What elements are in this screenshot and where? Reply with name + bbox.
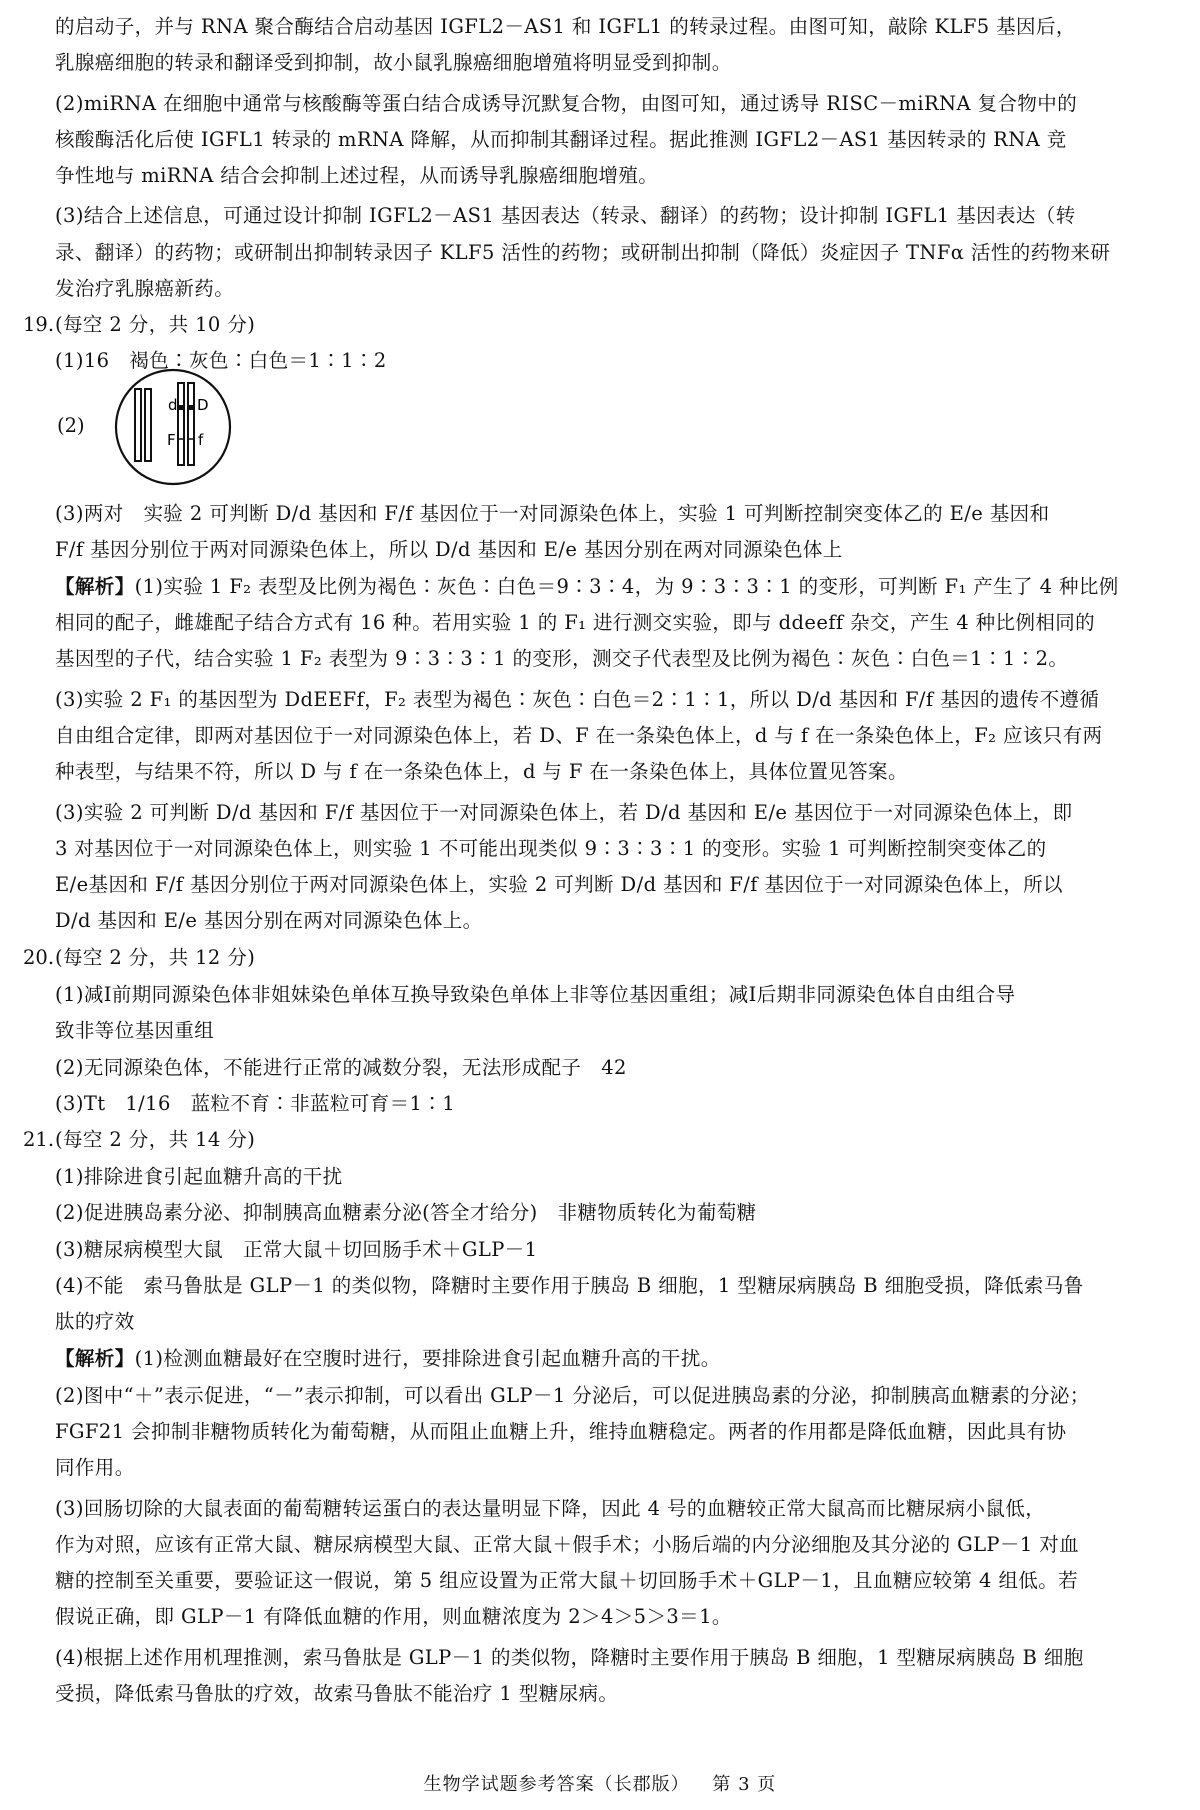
centromere <box>177 405 185 410</box>
chromosome <box>178 383 184 465</box>
question-21-header: (每空 2 分，共 14 分) <box>55 1128 256 1151</box>
chromosome-cell-figure <box>113 367 233 487</box>
page-footer <box>0 1770 1200 1796</box>
q21-analysis-line-9: (4)根据上述作用机理推测，索马鲁肽是 GLP－1 的类似物，降糖时主要作用于胰岛 B 细胞，1 型糖尿病胰岛 B 细胞 <box>55 1646 1084 1669</box>
q21-answer-4-line-2: 肽的疗效 <box>55 1310 135 1333</box>
q21-answer-2: (2)促进胰岛素分泌、抑制胰高血糖素分泌(答全才给分) 非糖物质转化为葡萄糖 <box>55 1201 757 1224</box>
page-number: 第 3 页 <box>712 1774 777 1795</box>
q19-answer-3-line-2: F/f 基因分别位于两对同源染色体上，所以 D/d 基因和 E/e 基因分别在两对同源染色体上 <box>55 538 843 561</box>
analysis-label: 【解析】 <box>55 575 135 598</box>
q19-analysis-text: (1)实验 1 F₂ 表型及比例为褐色∶灰色∶白色＝9∶3∶4，为 9∶3∶3∶1 的变形，可判断 F₁ 产生了 4 种比例 <box>134 575 1119 598</box>
gene-label-d: d <box>168 396 178 414</box>
q19-analysis-line-8: 3 对基因位于一对同源染色体上，则实验 1 不可能出现类似 9∶3∶3∶1 的变形。实验 1 可判断控制突变体乙的 <box>55 837 1047 860</box>
q19-analysis-line-7: (3)实验 2 可判断 D/d 基因和 F/f 基因位于一对同源染色体上，若 D/d 基因和 E/e 基因位于一对同源染色体上，即 <box>55 801 1073 824</box>
cell-outline <box>116 370 230 484</box>
text-line: 核酸酶活化后使 IGFL1 转录的 mRNA 降解，从而抑制其翻译过程。据此推测 IGFL2－AS1 基因转录的 RNA 竞 <box>55 128 1067 151</box>
footer-title: 生物学试题参考答案（长郡版） <box>423 1774 690 1795</box>
q21-analysis-line-8: 假说正确，即 GLP－1 有降低血糖的作用，则血糖浓度为 2＞4＞5＞3＝1。 <box>55 1605 732 1628</box>
q21-analysis-line-5: (3)回肠切除的大鼠表面的葡萄糖转运蛋白的表达量明显下降，因此 4 号的血糖较正常大鼠高而比糖尿病小鼠低， <box>55 1497 1046 1520</box>
chromosome <box>135 389 141 461</box>
q21-analysis-line-7: 糖的控制至关重要，要验证这一假说，第 5 组应设置为正常大鼠＋切回肠手术＋GLP－1，且血糖应较第 4 组低。若 <box>55 1569 1079 1592</box>
text-line: 的启动子，并与 RNA 聚合酶结合启动基因 IGFL2－AS1 和 IGFL1 的转录过程。由图可知，敲除 KLF5 基因后， <box>55 15 1076 38</box>
q19-answer-1: (1)16 褐色∶灰色∶白色＝1∶1∶2 <box>55 349 387 372</box>
question-21-number: 21. <box>23 1128 55 1151</box>
q19-analysis-line-5: 自由组合定律，即两对基因位于一对同源染色体上，若 D、F 在一条染色体上，d 与 f 在一条染色体上，F₂ 应该只有两 <box>55 724 1103 747</box>
centromere <box>187 405 195 410</box>
q21-analysis-line-2: (2)图中“＋”表示促进，“－”表示抑制，可以看出 GLP－1 分泌后，可以促进胰岛素的分泌，抑制胰高血糖素的分泌； <box>55 1384 1090 1407</box>
q19-answer-3-line-1: (3)两对 实验 2 可判断 D/d 基因和 F/f 基因位于一对同源染色体上，实验 1 可判断控制突变体乙的 E/e 基因和 <box>55 502 1050 525</box>
q19-analysis-line-9: E/e基因和 F/f 基因分别位于两对同源染色体上，实验 2 可判断 D/d 基因和 F/f 基因位于一对同源染色体上，所以 <box>55 873 1063 896</box>
text-line: (3)结合上述信息，可通过设计抑制 IGFL2－AS1 基因表达（转录、翻译）的药物；设计抑制 IGFL1 基因表达（转 <box>55 204 1076 227</box>
text-line: 发治疗乳腺癌新药。 <box>55 277 235 300</box>
q21-analysis-line-4: 同作用。 <box>55 1456 135 1479</box>
q20-answer-1-line-2: 致非等位基因重组 <box>55 1019 215 1042</box>
q19-analysis-line-1 <box>55 574 1119 600</box>
analysis-label: 【解析】 <box>55 1347 135 1370</box>
q21-analysis-line-10: 受损，降低索马鲁肽的疗效，故索马鲁肽不能治疗 1 型糖尿病。 <box>55 1682 619 1705</box>
gene-label-F: F <box>167 431 176 449</box>
q21-analysis-line-3: FGF21 会抑制非糖物质转化为葡萄糖，从而阻止血糖上升，维持血糖稳定。两者的作用都是降低血糖，因此具有协 <box>55 1420 1067 1443</box>
q20-answer-1-line-1: (1)减Ⅰ前期同源染色体非姐妹染色单体互换导致染色单体上非等位基因重组；减Ⅰ后期非同源染色体自由组合导 <box>55 983 1016 1006</box>
q19-analysis-line-10: D/d 基因和 E/e 基因分别在两对同源染色体上。 <box>55 909 483 932</box>
q19-analysis-line-6: 种表型，与结果不符，所以 D 与 f 在一条染色体上，d 与 F 在一条染色体上，具体位置见答案。 <box>55 760 908 783</box>
gene-label-D: D <box>197 396 209 414</box>
q21-analysis-text: (1)检测血糖最好在空腹时进行，要排除进食引起血糖升高的干扰。 <box>134 1347 721 1370</box>
text-line: (2)miRNA 在细胞中通常与核酸酶等蛋白结合成诱导沉默复合物，由图可知，通过诱导 RISC－miRNA 复合物中的 <box>55 92 1078 115</box>
q21-analysis-line-1 <box>55 1346 721 1372</box>
gene-label-f: f <box>198 431 204 449</box>
q19-analysis-line-3: 基因型的子代，结合实验 1 F₂ 表型为 9∶3∶3∶1 的变形，测交子代表型及比例为褐色∶灰色∶白色＝1∶1∶2。 <box>55 647 1069 670</box>
q21-analysis-line-6: 作为对照，应该有正常大鼠、糖尿病模型大鼠、正常大鼠＋假手术；小肠后端的内分泌细胞及其分泌的 GLP－1 对血 <box>55 1533 1080 1556</box>
q19-analysis-line-2: 相同的配子，雌雄配子结合方式有 16 种。若用实验 1 的 F₁ 进行测交实验，即与 ddeeff 杂交，产生 4 种比例相同的 <box>55 611 1096 634</box>
q20-answer-2: (2)无同源染色体，不能进行正常的减数分裂，无法形成配子 42 <box>55 1056 627 1079</box>
q21-answer-3: (3)糖尿病模型大鼠 正常大鼠＋切回肠手术＋GLP－1 <box>55 1238 538 1261</box>
question-19-header: (每空 2 分，共 10 分) <box>55 313 256 336</box>
question-19-number: 19. <box>23 313 55 336</box>
question-20-number: 20. <box>23 946 55 969</box>
text-line: 争性地与 miRNA 结合会抑制上述过程，从而诱导乳腺癌细胞增殖。 <box>55 164 659 187</box>
q19-analysis-line-4: (3)实验 2 F₁ 的基因型为 DdEEFf，F₂ 表型为褐色∶灰色∶白色＝2∶1∶1，所以 D/d 基因和 F/f 基因的遗传不遵循 <box>55 688 1100 711</box>
q19-answer-2-label: (2) <box>57 414 85 437</box>
chromosome <box>188 383 194 465</box>
q21-answer-1: (1)排除进食引起血糖升高的干扰 <box>55 1165 343 1188</box>
chromosome <box>145 389 151 461</box>
q21-answer-4-line-1: (4)不能 索马鲁肽是 GLP－1 的类似物，降糖时主要作用于胰岛 B 细胞，1 型糖尿病胰岛 B 细胞受损，降低索马鲁 <box>55 1274 1084 1297</box>
text-line: 录、翻译）的药物；或研制出抑制转录因子 KLF5 活性的药物；或研制出抑制（降低）炎症因子 TNFα 活性的药物来研 <box>55 241 1111 264</box>
question-20-header: (每空 2 分，共 12 分) <box>55 946 256 969</box>
q20-answer-3: (3)Tt 1/16 蓝粒不育∶非蓝粒可育＝1∶1 <box>55 1092 456 1115</box>
text-line: 乳腺癌细胞的转录和翻译受到抑制，故小鼠乳腺癌细胞增殖将明显受到抑制。 <box>55 51 732 74</box>
